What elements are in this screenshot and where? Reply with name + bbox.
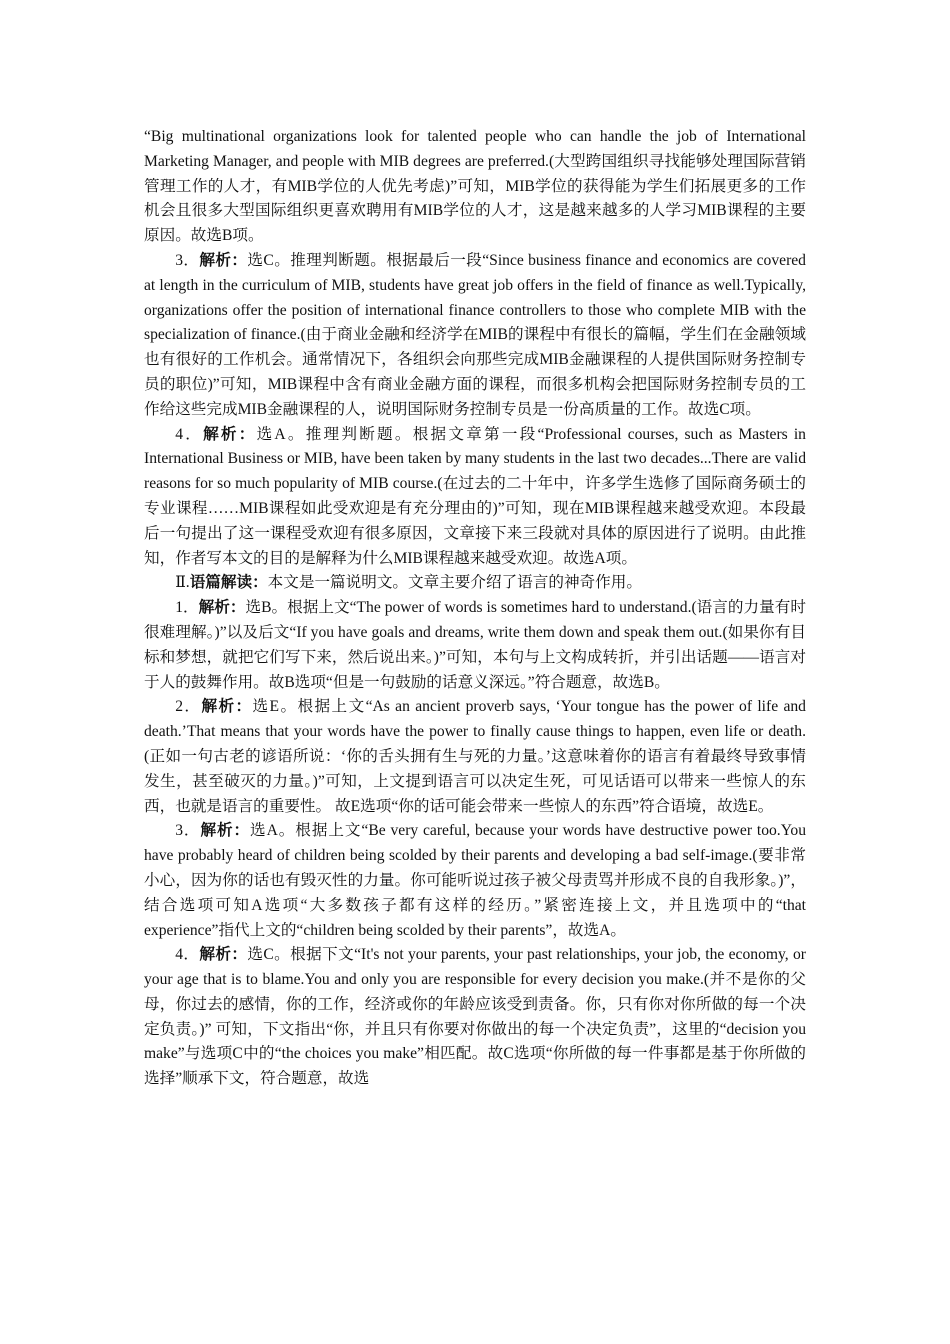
paragraph-2-text: 选C。推理判断题。根据最后一段“Since business finance and economics are covered at length in the curriculum of MIB, students have great job offers in the field of finance as well.Typically, organizations offer the position of international finance controllers to those who complete MIB with the specialization of finance.(由于商业金融和经济学在MIB的课程中有很长的篇幅，学生们在金融领域也有很好的工作机会。通常情况下，各组织会向那些完成MIB金融课程的人提供国际财务控制专员的职位)”可知，MIB课程中含有商业金融方面的课程，而很多机构会把国际财务控制专员的工作给这些完成MIB金融课程的人，说明国际财务控制专员是一份高质量的工作。故选C项。	[144, 251, 806, 418]
paragraph-5-number: 1．	[175, 599, 199, 617]
paragraph-8-number: 4．	[175, 946, 200, 964]
paragraph-3-label: 解析：	[203, 425, 257, 443]
paragraph-8-text: 选C。根据下文“It's not your parents, your past relationships, your job, the economy, or your age that is to blame.You and only you are responsible for every decision you make.(并不是你的父母，你过去的感情，你的工作，经济或你的年龄应该受到责备。你，只有你对你所做的每一个决定负责。)” 可知，下文指出“你，并且只有你要对你做出的每一个决定负责”，这里的“decision you make”与选项C中的“the choices you make”相匹配。故C选项“你所做的每一件事都是基于你所做的选择”顺承下文，符合题意，故选	[144, 946, 806, 1088]
paragraph-6-label: 解析：	[201, 698, 253, 716]
paragraph-2	[144, 249, 806, 423]
paragraph-3	[144, 423, 806, 572]
paragraph-4	[144, 571, 806, 596]
paragraph-5-text: 选B。根据上文“The power of words is sometimes hard to understand.(语言的力量有时很难理解。)”以及后文“If you have goals and dreams, write them down and speak them out.(如果你有目标和梦想，就把它们写下来，然后说出来。)”可知，本句与上文构成转折，并引出话题——语言对于人的鼓舞作用。故B选项“但是一句鼓励的话意义深远。”符合题意，故选B。	[144, 599, 806, 691]
paragraph-7	[144, 819, 806, 943]
paragraph-1-text: “Big multinational organizations look for talented people who can handle the job of International Marketing Manager, and people with MIB degrees are preferred.(大型跨国组织寻找能够处理国际营销管理工作的人才，有MIB学位的人优先考虑)”可知，MIB学位的获得能为学生们拓展更多的工作机会且很多大型国际组织更喜欢聘用有MIB学位的人才，这是越来越多的人学习MIB课程的主要原因。故选B项。	[144, 128, 806, 245]
paragraph-2-label: 解析：	[199, 251, 248, 269]
paragraph-8-label: 解析：	[199, 946, 248, 964]
paragraph-6-number: 2．	[175, 698, 202, 716]
paragraph-3-number: 4．	[175, 425, 204, 443]
paragraph-6	[144, 695, 806, 819]
paragraph-7-label: 解析：	[200, 822, 251, 840]
paragraph-3-text: 选A。推理判断题。根据文章第一段“Professional courses, such as Masters in International Business or MIB, have been taken by many students in the last two decades...There are valid reasons for so much popularity of MIB course.(在过去的二十年中，许多学生选修了国际商务硕士的专业课程……MIB课程如此受欢迎是有充分理由的)”可知，现在MIB课程越来越受欢迎。本段最后一句提出了这一课程受欢迎有很多原因，文章接下来三段就对具体的原因进行了说明。由此推知，作者写本文的目的是解释为什么MIB课程越来越受欢迎。故选A项。	[144, 425, 806, 567]
paragraph-5	[144, 596, 806, 695]
document-page	[144, 125, 806, 1092]
paragraph-4-text: 本文是一篇说明文。文章主要介绍了语言的神奇作用。	[267, 574, 642, 592]
paragraph-4-label: 语篇解读：	[189, 574, 268, 592]
paragraph-2-number: 3．	[175, 251, 200, 269]
paragraph-7-number: 3．	[175, 822, 201, 840]
paragraph-8	[144, 943, 806, 1092]
paragraph-4-number: Ⅱ.	[175, 574, 190, 592]
paragraph-7-text: 选A。根据上文“Be very careful, because your words have destructive power too.You have probably heard of children being scolded by their parents and developing a bad self-image.(要非常小心，因为你的话也有毁灭性的力量。你可能听说过孩子被父母责骂并形成不良的自我形象。)”，结合选项可知A选项“大多数孩子都有这样的经历。”紧密连接上文，并且选项中的“that experience”指代上文的“children being scolded by their parents”，故选A。	[144, 822, 806, 939]
paragraph-5-label: 解析：	[198, 599, 246, 617]
paragraph-6-text: 选E。根据上文“As an ancient proverb says, ‘Your tongue has the power of life and death.’That means that your words have the power to finally cause things to happen, even life or death.(正如一句古老的谚语所说：‘你的舌头拥有生与死的力量。’这意味着你的语言有着最终导致事情发生，甚至破灭的力量。)”可知，上文提到语言可以决定生死，可见话语可以带来一些惊人的东西，也就是语言的重要性。 故E选项“你的话可能会带来一些惊人的东西”符合语境，故选E。	[144, 698, 806, 815]
paragraph-1	[144, 125, 806, 249]
